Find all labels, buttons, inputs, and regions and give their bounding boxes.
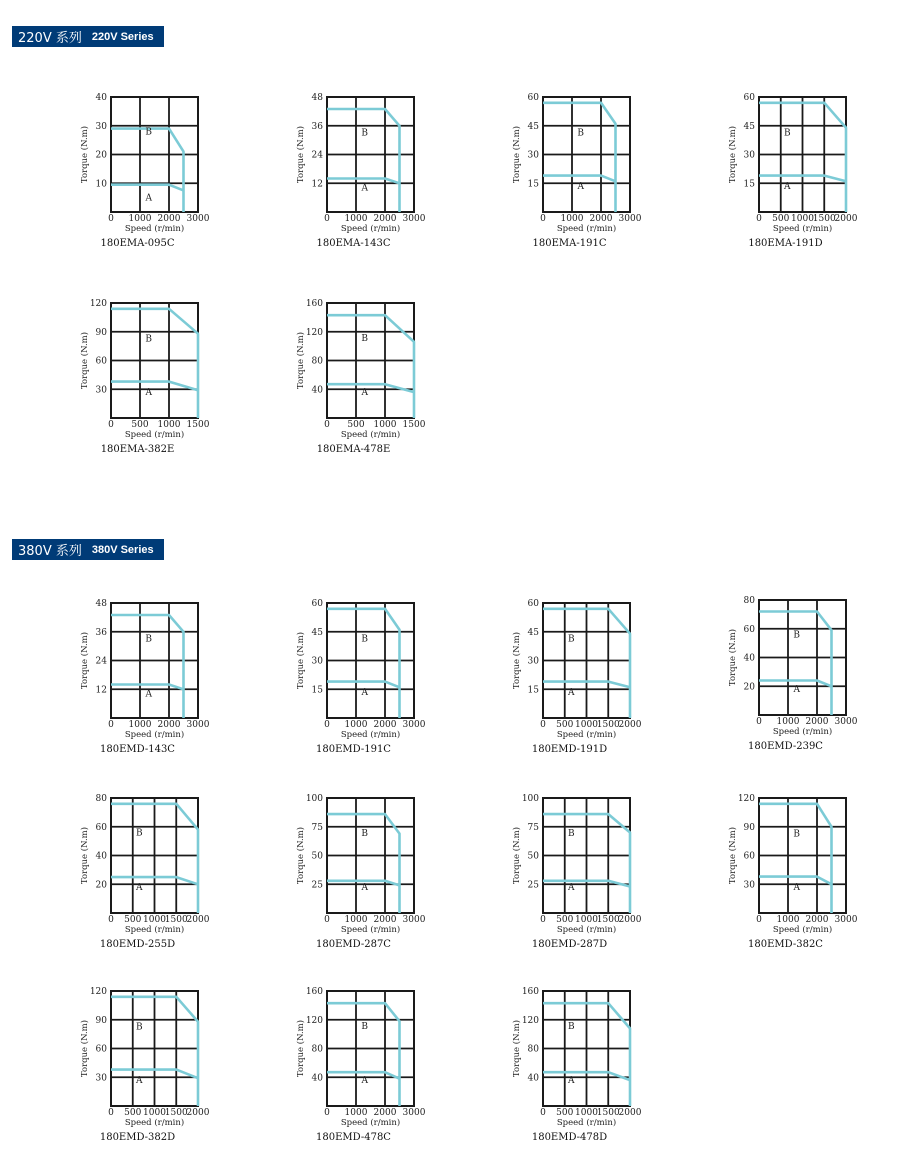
chart-180emd-191d [511, 599, 642, 755]
region-label-a: A [784, 182, 791, 192]
curve-peak [111, 615, 184, 718]
y-tick-label: 60 [95, 822, 107, 833]
y-tick-label: 48 [311, 93, 323, 103]
y-tick-label: 40 [527, 1073, 539, 1084]
x-tick-label: 1000 [776, 717, 800, 727]
x-tick-label: 0 [324, 420, 330, 430]
region-label-b: B [783, 128, 791, 139]
x-tick-label: 1500 [812, 214, 836, 224]
x-axis-label: Speed (r/min) [340, 430, 401, 440]
region-label-b: B [577, 128, 585, 139]
y-axis-label: Torque (N.m) [80, 631, 90, 690]
x-tick-label: 1000 [575, 915, 598, 925]
chart-title: 180EMA-191C [532, 238, 607, 249]
chart-180emd-239c [727, 596, 858, 752]
y-tick-label: 45 [527, 627, 539, 638]
x-tick-label: 500 [772, 214, 790, 224]
x-tick-label: 0 [756, 717, 762, 727]
y-tick-label: 24 [311, 150, 323, 161]
region-label-b: B [361, 634, 369, 645]
x-tick-label: 3000 [618, 214, 642, 224]
y-tick-label: 36 [311, 121, 323, 132]
section-title-main: 220V 系列 [18, 31, 82, 46]
chart-180ema-095c [79, 93, 210, 249]
x-axis-label: Speed (r/min) [340, 224, 401, 234]
y-tick-label: 160 [305, 299, 323, 309]
region-label-b: B [567, 1022, 575, 1033]
y-tick-label: 12 [311, 179, 323, 190]
x-tick-label: 3000 [402, 214, 426, 224]
x-tick-label: 2000 [373, 214, 397, 224]
x-tick-label: 3000 [402, 720, 426, 730]
y-tick-label: 80 [527, 1044, 539, 1055]
x-axis-label: Speed (r/min) [772, 224, 833, 234]
y-tick-label: 30 [95, 385, 107, 396]
x-tick-label: 500 [556, 720, 574, 730]
x-tick-label: 500 [124, 1108, 142, 1118]
chart-title: 180EMA-095C [100, 238, 175, 249]
y-tick-label: 60 [311, 599, 323, 609]
x-tick-label: 2000 [186, 915, 210, 925]
y-tick-label: 15 [527, 685, 539, 696]
x-tick-label: 1500 [596, 720, 620, 730]
y-tick-label: 120 [89, 299, 107, 309]
curve-peak [759, 612, 832, 716]
y-tick-label: 40 [95, 851, 107, 862]
chart-180ema-382e [79, 299, 210, 455]
y-axis-label: Torque (N.m) [80, 331, 90, 390]
x-axis-label: Speed (r/min) [340, 1118, 401, 1128]
curve-peak [111, 309, 198, 418]
region-label-a: A [361, 388, 368, 398]
y-tick-label: 30 [95, 1073, 107, 1084]
y-tick-label: 100 [305, 794, 323, 804]
region-label-a: A [793, 685, 800, 695]
x-tick-label: 0 [540, 915, 546, 925]
chart-180emd-478c [295, 987, 426, 1143]
y-tick-label: 60 [743, 851, 755, 862]
y-tick-label: 15 [527, 179, 539, 190]
x-tick-label: 0 [756, 214, 762, 224]
chart-title: 180EMA-382E [100, 444, 175, 455]
x-tick-label: 0 [324, 1108, 330, 1118]
y-tick-label: 24 [95, 656, 107, 667]
chart-title: 180EMD-478D [531, 1132, 608, 1143]
region-label-b: B [145, 334, 153, 345]
x-tick-label: 1000 [344, 1108, 368, 1118]
chart-title: 180EMD-191C [316, 744, 391, 755]
x-tick-label: 0 [540, 1108, 546, 1118]
x-axis-label: Speed (r/min) [772, 727, 833, 737]
y-tick-label: 20 [95, 150, 107, 161]
y-tick-label: 25 [311, 880, 323, 891]
chart-title: 180EMD-382D [99, 1132, 176, 1143]
chart-title: 180EMA-478E [316, 444, 391, 455]
y-tick-label: 30 [743, 150, 755, 161]
y-tick-label: 80 [743, 596, 755, 606]
x-tick-label: 2000 [186, 1108, 210, 1118]
x-tick-label: 1500 [402, 420, 426, 430]
x-tick-label: 1000 [791, 214, 814, 224]
y-tick-label: 100 [521, 794, 539, 804]
chart-180emd-382d [79, 987, 210, 1143]
x-tick-label: 500 [124, 915, 142, 925]
y-tick-label: 160 [305, 987, 323, 997]
chart-title: 180EMD-478C [316, 1132, 391, 1143]
region-label-a: A [568, 688, 575, 698]
curve-peak [327, 315, 414, 418]
x-tick-label: 3000 [834, 915, 858, 925]
y-axis-label: Torque (N.m) [296, 826, 306, 885]
y-axis-label: Torque (N.m) [728, 125, 738, 184]
x-tick-label: 2000 [157, 720, 181, 730]
region-label-b: B [793, 829, 801, 840]
y-tick-label: 80 [95, 794, 107, 804]
x-tick-label: 2000 [618, 720, 642, 730]
x-tick-label: 500 [556, 1108, 574, 1118]
y-tick-label: 75 [311, 822, 323, 833]
x-tick-label: 0 [540, 720, 546, 730]
y-axis-label: Torque (N.m) [512, 826, 522, 885]
x-tick-label: 1500 [596, 1108, 620, 1118]
region-label-a: A [568, 883, 575, 893]
chart-180ema-191d [727, 93, 858, 249]
region-label-a: A [361, 183, 368, 194]
y-axis-label: Torque (N.m) [512, 1019, 522, 1078]
x-tick-label: 3000 [834, 717, 858, 727]
x-tick-label: 0 [108, 915, 114, 925]
x-tick-label: 1500 [186, 420, 210, 430]
x-tick-label: 0 [756, 915, 762, 925]
x-tick-label: 1500 [596, 915, 620, 925]
y-tick-label: 20 [95, 880, 107, 891]
y-tick-label: 90 [95, 1015, 107, 1026]
y-tick-label: 30 [527, 150, 539, 161]
y-tick-label: 12 [95, 685, 107, 696]
x-axis-label: Speed (r/min) [124, 1118, 185, 1128]
region-label-a: A [361, 688, 368, 698]
x-tick-label: 0 [108, 214, 114, 224]
region-label-a: A [136, 1076, 143, 1086]
chart-180emd-478d [511, 987, 642, 1143]
chart-180emd-287d [511, 794, 642, 950]
chart-180ema-478e [295, 299, 426, 455]
chart-180ema-191c [511, 93, 642, 249]
curve-continuous [111, 185, 184, 191]
x-tick-label: 2000 [589, 214, 613, 224]
region-label-b: B [361, 128, 369, 139]
chart-title: 180EMD-287C [316, 939, 391, 950]
x-tick-label: 1000 [575, 720, 598, 730]
x-tick-label: 1000 [143, 1108, 166, 1118]
x-tick-label: 1000 [128, 214, 152, 224]
y-axis-label: Torque (N.m) [80, 1019, 90, 1078]
x-tick-label: 1000 [128, 720, 152, 730]
y-axis-label: Torque (N.m) [728, 628, 738, 687]
section-title-sub: 220V Series [91, 30, 154, 43]
x-tick-label: 3000 [186, 214, 210, 224]
curve-peak [543, 103, 616, 212]
y-tick-label: 36 [95, 627, 107, 638]
x-axis-label: Speed (r/min) [772, 925, 833, 935]
y-tick-label: 60 [743, 624, 755, 635]
x-axis-label: Speed (r/min) [124, 224, 185, 234]
region-label-b: B [135, 828, 143, 839]
region-label-a: A [361, 883, 368, 893]
y-tick-label: 40 [311, 385, 323, 396]
region-label-a: A [361, 1076, 368, 1086]
chart-180emd-255d [79, 794, 210, 950]
y-tick-label: 50 [311, 851, 323, 862]
x-axis-label: Speed (r/min) [340, 730, 401, 740]
curve-continuous [327, 682, 400, 688]
chart-title: 180EMD-287D [531, 939, 608, 950]
y-tick-label: 80 [311, 356, 323, 367]
chart-title: 180EMD-143C [100, 744, 175, 755]
x-tick-label: 1000 [776, 915, 800, 925]
x-axis-label: Speed (r/min) [556, 1118, 617, 1128]
section-title-main: 380V 系列 [18, 544, 82, 559]
chart-180emd-143c [79, 599, 210, 755]
y-tick-label: 30 [743, 880, 755, 891]
y-tick-label: 25 [527, 880, 539, 891]
x-tick-label: 1000 [143, 915, 166, 925]
x-tick-label: 0 [540, 214, 546, 224]
x-tick-label: 1500 [164, 915, 188, 925]
y-tick-label: 90 [743, 822, 755, 833]
curve-continuous [543, 176, 616, 182]
curve-peak [327, 1003, 400, 1106]
y-tick-label: 15 [743, 179, 755, 190]
y-tick-label: 45 [743, 121, 755, 132]
chart-180emd-191c [295, 599, 426, 755]
region-label-b: B [361, 334, 369, 345]
chart-title: 180EMD-239C [748, 741, 823, 752]
region-label-a: A [145, 388, 152, 398]
x-tick-label: 2000 [373, 1108, 397, 1118]
y-tick-label: 48 [95, 599, 107, 609]
region-label-a: A [793, 883, 800, 893]
y-tick-label: 75 [527, 822, 539, 833]
region-label-b: B [145, 634, 153, 645]
x-tick-label: 2000 [373, 720, 397, 730]
region-label-b: B [793, 630, 801, 641]
x-tick-label: 500 [556, 915, 574, 925]
y-tick-label: 60 [527, 599, 539, 609]
x-axis-label: Speed (r/min) [340, 925, 401, 935]
x-axis-label: Speed (r/min) [124, 925, 185, 935]
chart-title: 180EMA-143C [316, 238, 391, 249]
y-tick-label: 20 [743, 682, 755, 693]
y-tick-label: 60 [95, 1044, 107, 1055]
region-label-b: B [361, 828, 369, 839]
y-axis-label: Torque (N.m) [512, 631, 522, 690]
x-axis-label: Speed (r/min) [556, 730, 617, 740]
x-axis-label: Speed (r/min) [124, 430, 185, 440]
curve-peak [327, 109, 400, 212]
y-tick-label: 45 [311, 627, 323, 638]
y-tick-label: 40 [95, 93, 107, 103]
chart-180ema-143c [295, 93, 426, 249]
x-tick-label: 0 [324, 214, 330, 224]
x-tick-label: 1000 [157, 420, 181, 430]
y-tick-label: 120 [305, 327, 323, 338]
y-tick-label: 30 [527, 656, 539, 667]
x-tick-label: 2000 [618, 1108, 642, 1118]
region-label-b: B [567, 828, 575, 839]
x-tick-label: 0 [108, 1108, 114, 1118]
x-tick-label: 2000 [834, 214, 858, 224]
chart-title: 180EMD-382C [748, 939, 823, 950]
y-tick-label: 60 [743, 93, 755, 103]
y-tick-label: 15 [311, 685, 323, 696]
region-label-a: A [136, 883, 143, 893]
chart-180emd-287c [295, 794, 426, 950]
x-tick-label: 3000 [402, 915, 426, 925]
x-tick-label: 1000 [344, 720, 368, 730]
x-axis-label: Speed (r/min) [556, 224, 617, 234]
region-label-b: B [567, 634, 575, 645]
curve-continuous [327, 384, 414, 392]
y-axis-label: Torque (N.m) [80, 125, 90, 184]
y-axis-label: Torque (N.m) [296, 331, 306, 390]
y-tick-label: 120 [89, 987, 107, 997]
y-axis-label: Torque (N.m) [80, 826, 90, 885]
y-tick-label: 40 [743, 653, 755, 664]
x-tick-label: 2000 [157, 214, 181, 224]
x-axis-label: Speed (r/min) [556, 925, 617, 935]
y-tick-label: 120 [521, 1015, 539, 1026]
x-tick-label: 2000 [373, 915, 397, 925]
x-tick-label: 1000 [373, 420, 397, 430]
x-tick-label: 3000 [186, 720, 210, 730]
y-tick-label: 80 [311, 1044, 323, 1055]
region-label-a: A [577, 182, 584, 192]
x-tick-label: 2000 [805, 717, 829, 727]
x-tick-label: 1000 [575, 1108, 598, 1118]
y-tick-label: 30 [311, 656, 323, 667]
chart-title: 180EMD-255D [99, 939, 176, 950]
y-axis-label: Torque (N.m) [728, 826, 738, 885]
x-tick-label: 0 [108, 420, 114, 430]
y-tick-label: 60 [527, 93, 539, 103]
y-tick-label: 90 [95, 327, 107, 338]
y-tick-label: 40 [311, 1073, 323, 1084]
region-label-a: A [145, 689, 152, 700]
curve-peak [759, 804, 832, 913]
chart-title: 180EMA-191D [748, 238, 823, 249]
x-tick-label: 0 [324, 915, 330, 925]
x-tick-label: 0 [324, 720, 330, 730]
x-tick-label: 500 [347, 420, 365, 430]
y-tick-label: 45 [527, 121, 539, 132]
chart-title: 180EMD-191D [531, 744, 608, 755]
y-axis-label: Torque (N.m) [512, 125, 522, 184]
y-tick-label: 50 [527, 851, 539, 862]
region-label-a: A [145, 193, 152, 204]
x-tick-label: 1000 [344, 915, 368, 925]
x-tick-label: 2000 [805, 915, 829, 925]
x-tick-label: 1000 [344, 214, 368, 224]
curve-peak [327, 609, 400, 718]
x-tick-label: 3000 [402, 1108, 426, 1118]
y-axis-label: Torque (N.m) [296, 125, 306, 184]
y-tick-label: 10 [95, 179, 107, 190]
section-title-sub: 380V Series [91, 543, 154, 556]
x-tick-label: 0 [108, 720, 114, 730]
y-axis-label: Torque (N.m) [296, 631, 306, 690]
y-tick-label: 30 [95, 121, 107, 132]
x-axis-label: Speed (r/min) [124, 730, 185, 740]
x-tick-label: 1500 [164, 1108, 188, 1118]
x-tick-label: 500 [131, 420, 149, 430]
y-axis-label: Torque (N.m) [296, 1019, 306, 1078]
x-tick-label: 1000 [560, 214, 584, 224]
region-label-b: B [135, 1022, 143, 1033]
x-tick-label: 2000 [618, 915, 642, 925]
region-label-b: B [361, 1022, 369, 1033]
chart-180emd-382c [727, 794, 858, 950]
y-tick-label: 60 [95, 356, 107, 367]
y-tick-label: 120 [305, 1015, 323, 1026]
region-label-a: A [568, 1076, 575, 1086]
y-tick-label: 120 [737, 794, 755, 804]
y-tick-label: 160 [521, 987, 539, 997]
region-label-b: B [145, 127, 153, 138]
